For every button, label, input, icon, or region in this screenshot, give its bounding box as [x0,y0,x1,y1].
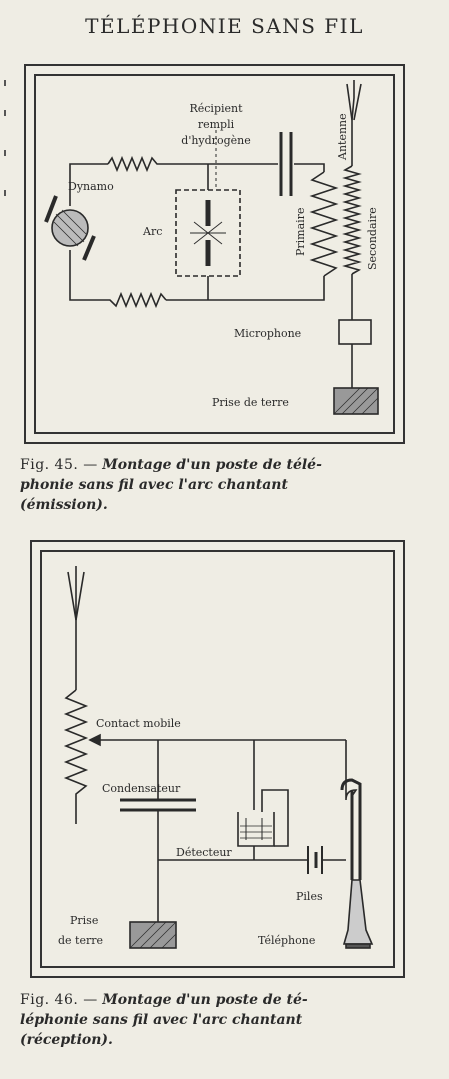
label-dynamo: Dynamo [68,180,114,193]
label-recipient-1: Récipient [189,102,243,115]
fig46-caption-line2: léphonie sans fil avec l'arc chantant [20,1012,303,1028]
fig46-caption-line3: (réception). [20,1032,113,1048]
fig45-caption-line1: Montage d'un poste de télé- [102,457,322,473]
label-prise: Prise [70,914,99,927]
inductance-coil [66,690,86,824]
label-contact-mobile: Contact mobile [96,717,181,730]
label-detecteur: Détecteur [176,846,232,859]
fig45-caption-line3: (émission). [20,497,108,513]
label-condensateur: Condensateur [102,782,181,795]
label-de-terre: de terre [58,934,104,947]
label-prise-de-terre: Prise de terre [212,396,289,409]
fig45-caption-lead: Fig. 45. — [20,457,98,473]
label-recipient-3: d'hydrogène [181,134,251,147]
fig45-caption-line2: phonie sans fil avec l'arc chantant [20,477,288,493]
label-arc: Arc [143,225,163,238]
label-secondaire: Secondaire [366,207,379,270]
label-recipient-2: rempli [197,118,235,131]
fig46-caption-line1: Montage d'un poste de té- [102,992,308,1008]
detector-vessel [238,812,274,846]
contact-arrow [90,735,100,745]
label-telephone: Téléphone [258,934,316,947]
page-title: TÉLÉPHONIE SANS FIL [85,14,364,38]
fig46-caption-lead: Fig. 46. — [20,992,98,1008]
label-primaire: Primaire [294,207,307,256]
fig46-caption [20,990,420,1050]
telephone-receiver [344,880,372,944]
label-piles: Piles [296,890,323,903]
label-microphone: Microphone [234,327,302,340]
label-antenne: Antenne [336,113,349,160]
